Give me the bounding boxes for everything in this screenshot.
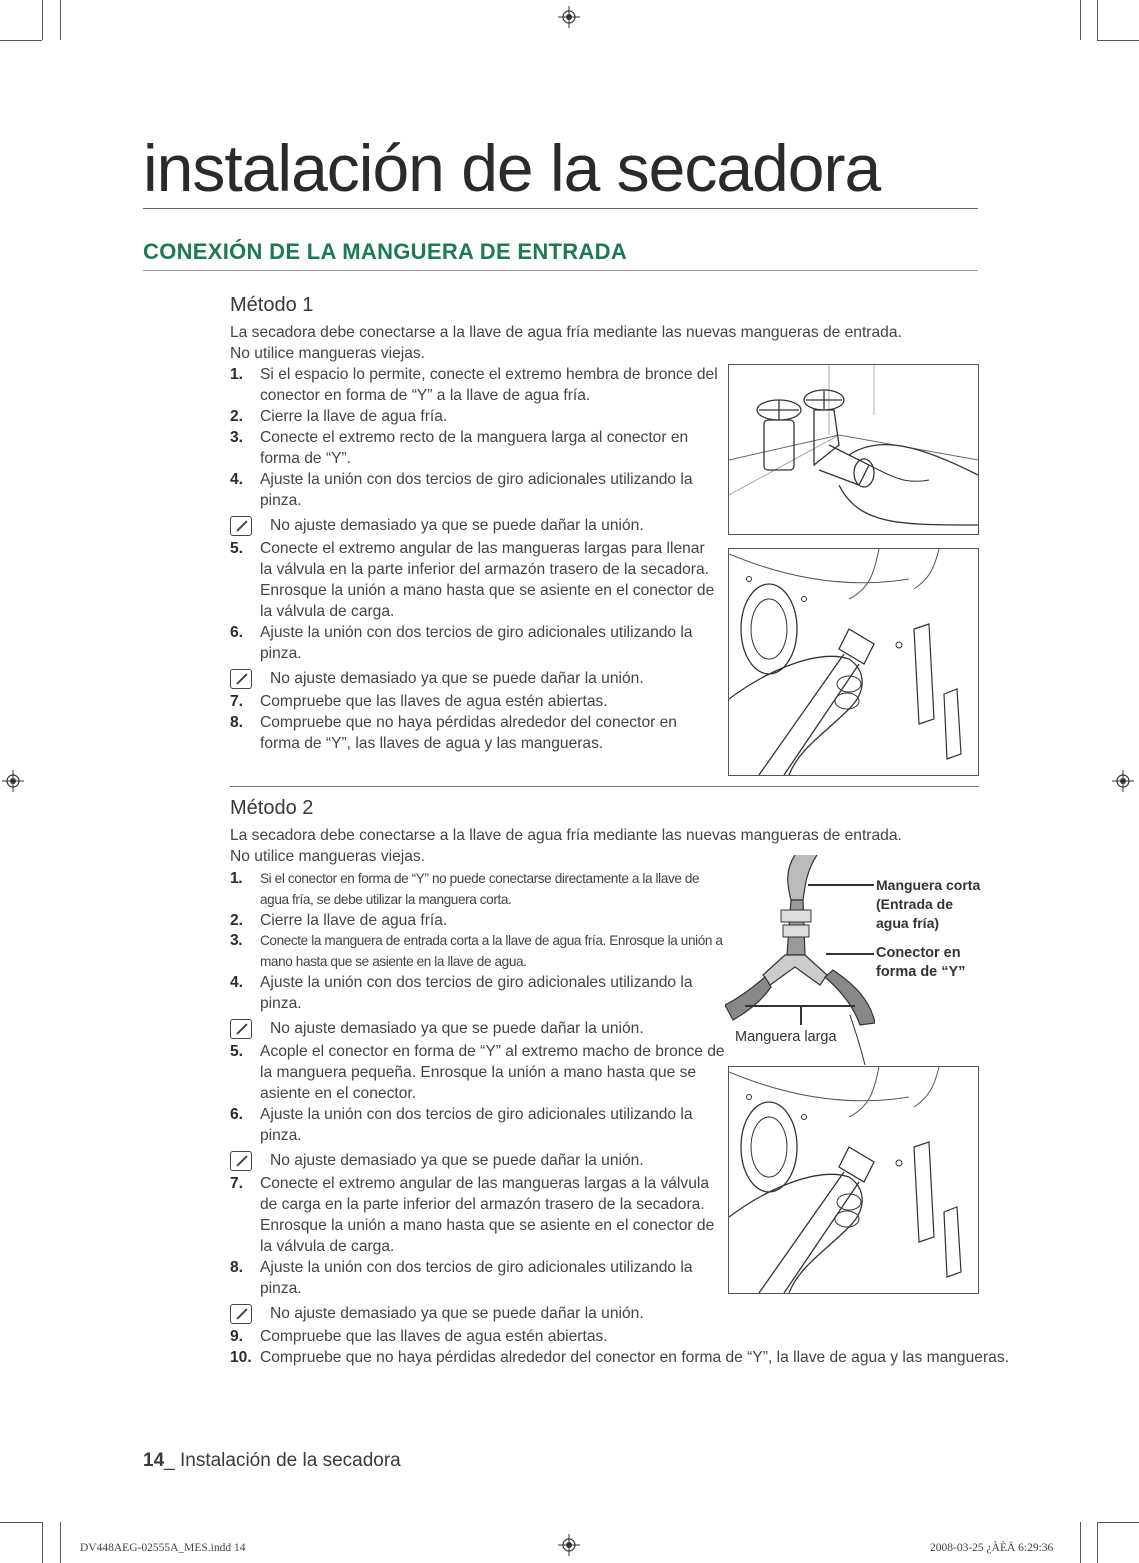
dryer-valve-illustration-icon [729,549,978,775]
callout-text: forma de “Y” [876,964,966,980]
callout-line [826,953,874,955]
section-heading: CONEXIÓN DE LA MANGUERA DE ENTRADA [143,238,978,271]
note-pencil-icon [230,1019,252,1039]
registration-mark-icon [558,1534,580,1556]
step-text: Compruebe que las llaves de agua estén abiertas. [260,693,608,710]
step-text: Cierre la llave de agua fría. [260,912,448,929]
list-item [230,469,720,511]
step-text: Conecte el extremo angular de las mangueras largas a la válvula de carga en la parte inferior del armazón trasero de la secadora. Enrosque la unión a mano hasta que se asiente en el conector de la válvula de carga. [260,1175,715,1255]
callout-text: (Entrada de [876,896,954,912]
list-item [230,972,725,1014]
method-2-intro [230,825,990,867]
step-number: 8. [230,714,244,731]
list-item [230,406,720,427]
note-item [230,515,720,536]
step-text: Ajuste la unión con dos tercios de giro adicionales utilizando la pinza. [260,624,693,662]
crop-mark [0,1522,42,1523]
step-number: 10. [230,1349,252,1366]
dryer-valve-illustration-icon [729,1067,978,1293]
list-item [230,931,725,972]
step-number: 2. [230,408,244,425]
step-number: 6. [230,624,244,641]
method-1-intro-line: La secadora debe conectarse a la llave de agua fría mediante las nuevas mangueras de entrada. [230,324,902,341]
list-item [230,712,720,754]
faucet-illustration-icon [729,365,978,534]
step-text: Ajuste la unión con dos tercios de giro adicionales utilizando la pinza. [260,974,693,1012]
note-pencil-icon [230,516,252,536]
registration-mark-icon [2,770,24,792]
note-pencil-icon [230,1304,252,1324]
step-text: Compruebe que no haya pérdidas alrededor del conector en forma de “Y”, las llaves de agua y las mangueras. [260,714,677,752]
crop-mark [42,1522,43,1563]
list-item [230,869,725,910]
callout-line [800,1005,802,1025]
crop-mark [1097,0,1098,40]
crop-mark [1097,1522,1139,1523]
list-item [230,910,725,931]
crop-mark [42,0,43,40]
callout-text: agua fría) [876,915,940,931]
list-item [230,1257,725,1299]
step-number: 7. [230,693,244,710]
note-text: No ajuste demasiado ya que se puede dañar la unión. [270,517,644,534]
list-item [230,364,720,406]
step-number: 9. [230,1328,244,1345]
step-text: Compruebe que no haya pérdidas alrededor del conector en forma de “Y”, la llave de agua y las mangueras. [260,1349,1009,1366]
step-text: Compruebe que las llaves de agua estén abiertas. [260,1328,608,1345]
step-number: 4. [230,471,244,488]
note-item [230,1150,725,1171]
page-number: 14 [143,1450,165,1471]
registration-mark-icon [1112,770,1134,792]
method-2-intro-line: No utilice mangueras viejas. [230,848,426,865]
crop-mark [1097,40,1139,41]
crop-mark [1080,0,1081,40]
page-footer [143,1450,401,1472]
step-text: Ajuste la unión con dos tercios de giro adicionales utilizando la pinza. [260,1106,693,1144]
note-pencil-icon [230,669,252,689]
note-text: No ajuste demasiado ya que se puede dañar la unión. [270,1152,644,1169]
crop-mark [1080,1522,1081,1563]
step-number: 1. [230,870,243,887]
step-number: 2. [230,912,244,929]
method-2-intro-line: La secadora debe conectarse a la llave de agua fría mediante las nuevas mangueras de entrada. [230,827,902,844]
step-text: Ajuste la unión con dos tercios de giro adicionales utilizando la pinza. [260,471,693,509]
page-footer-label: _ Instalación de la secadora [164,1450,401,1471]
dryer-valve-illustration [728,548,979,776]
list-item [230,427,720,469]
crop-mark [60,0,61,40]
step-text: Ajuste la unión con dos tercios de giro adicionales utilizando la pinza. [260,1259,693,1297]
step-text: Si el espacio lo permite, conecte el extremo hembra de bronce del conector en forma de “Y” a la llave de agua fría. [260,366,718,404]
print-slug-date: 2008-03-25 ¿ÀÈÄ 6:29:36 [930,1542,1054,1554]
dryer-valve-illustration [728,1066,979,1294]
registration-mark-icon [558,6,580,28]
step-number: 5. [230,1043,244,1060]
crop-mark [60,1522,61,1563]
list-item [230,1173,725,1257]
callout-line [808,884,874,886]
step-number: 7. [230,1175,244,1192]
list-item [230,1326,1020,1347]
page-title: instalación de la secadora [143,128,978,209]
step-number: 5. [230,540,244,557]
list-item [230,1104,725,1146]
method-2-title: Método 2 [230,797,314,819]
method-1-title: Método 1 [230,294,314,316]
callout-y-connector [876,944,965,982]
callout-short-hose [876,876,980,933]
list-item [230,691,720,712]
method-1-steps [230,364,720,754]
callout-text: Conector en [876,945,961,961]
step-number: 6. [230,1106,244,1123]
step-text: Conecte el extremo recto de la manguera larga al conector en forma de “Y”. [260,429,689,467]
method-1-intro [230,322,990,364]
step-number: 1. [230,366,244,383]
step-text: Si el conector en forma de “Y” no puede conectarse directamente a la llave de agua fría, se debe utilizar la manguera corta. [260,871,700,907]
note-text: No ajuste demasiado ya que se puede dañar la unión. [270,670,644,687]
note-item [230,1018,725,1039]
print-slug-file: DV448AEG-02555A_MES.indd 14 [80,1542,246,1554]
callout-text: Manguera corta [876,877,981,893]
list-item [230,1347,1020,1368]
note-pencil-icon [230,1151,252,1171]
note-item [230,1303,725,1324]
section-divider [230,786,979,787]
step-number: 3. [230,932,243,949]
list-item [230,538,720,622]
list-item [230,1041,725,1104]
note-text: No ajuste demasiado ya que se puede dañar la unión. [270,1305,644,1322]
note-item [230,668,720,689]
callout-long-hose: Manguera larga [735,1029,837,1045]
step-number: 3. [230,429,244,446]
step-number: 4. [230,974,244,991]
list-item [230,622,720,664]
step-text: Conecte el extremo angular de las mangueras largas para llenar la válvula en la parte inferior del armazón trasero de la secadora. Enrosque la unión a mano hasta que se asiente en el conector de la válvula de carga. [260,540,715,620]
step-number: 8. [230,1259,244,1276]
crop-mark [0,40,42,41]
step-text: Conecte la manguera de entrada corta a la llave de agua fría. Enrosque la unión a mano hasta que se asiente en la llave de agua. [260,933,723,969]
crop-mark [1097,1522,1098,1563]
step-text: Acople el conector en forma de “Y” al extremo macho de bronce de la manguera pequeña. Enrosque la unión a mano hasta que se asiente en el conector. [260,1043,725,1102]
step-text: Cierre la llave de agua fría. [260,408,448,425]
method-1-intro-line: No utilice mangueras viejas. [230,345,426,362]
faucet-connection-illustration [728,364,979,535]
note-text: No ajuste demasiado ya que se puede dañar la unión. [270,1020,644,1037]
